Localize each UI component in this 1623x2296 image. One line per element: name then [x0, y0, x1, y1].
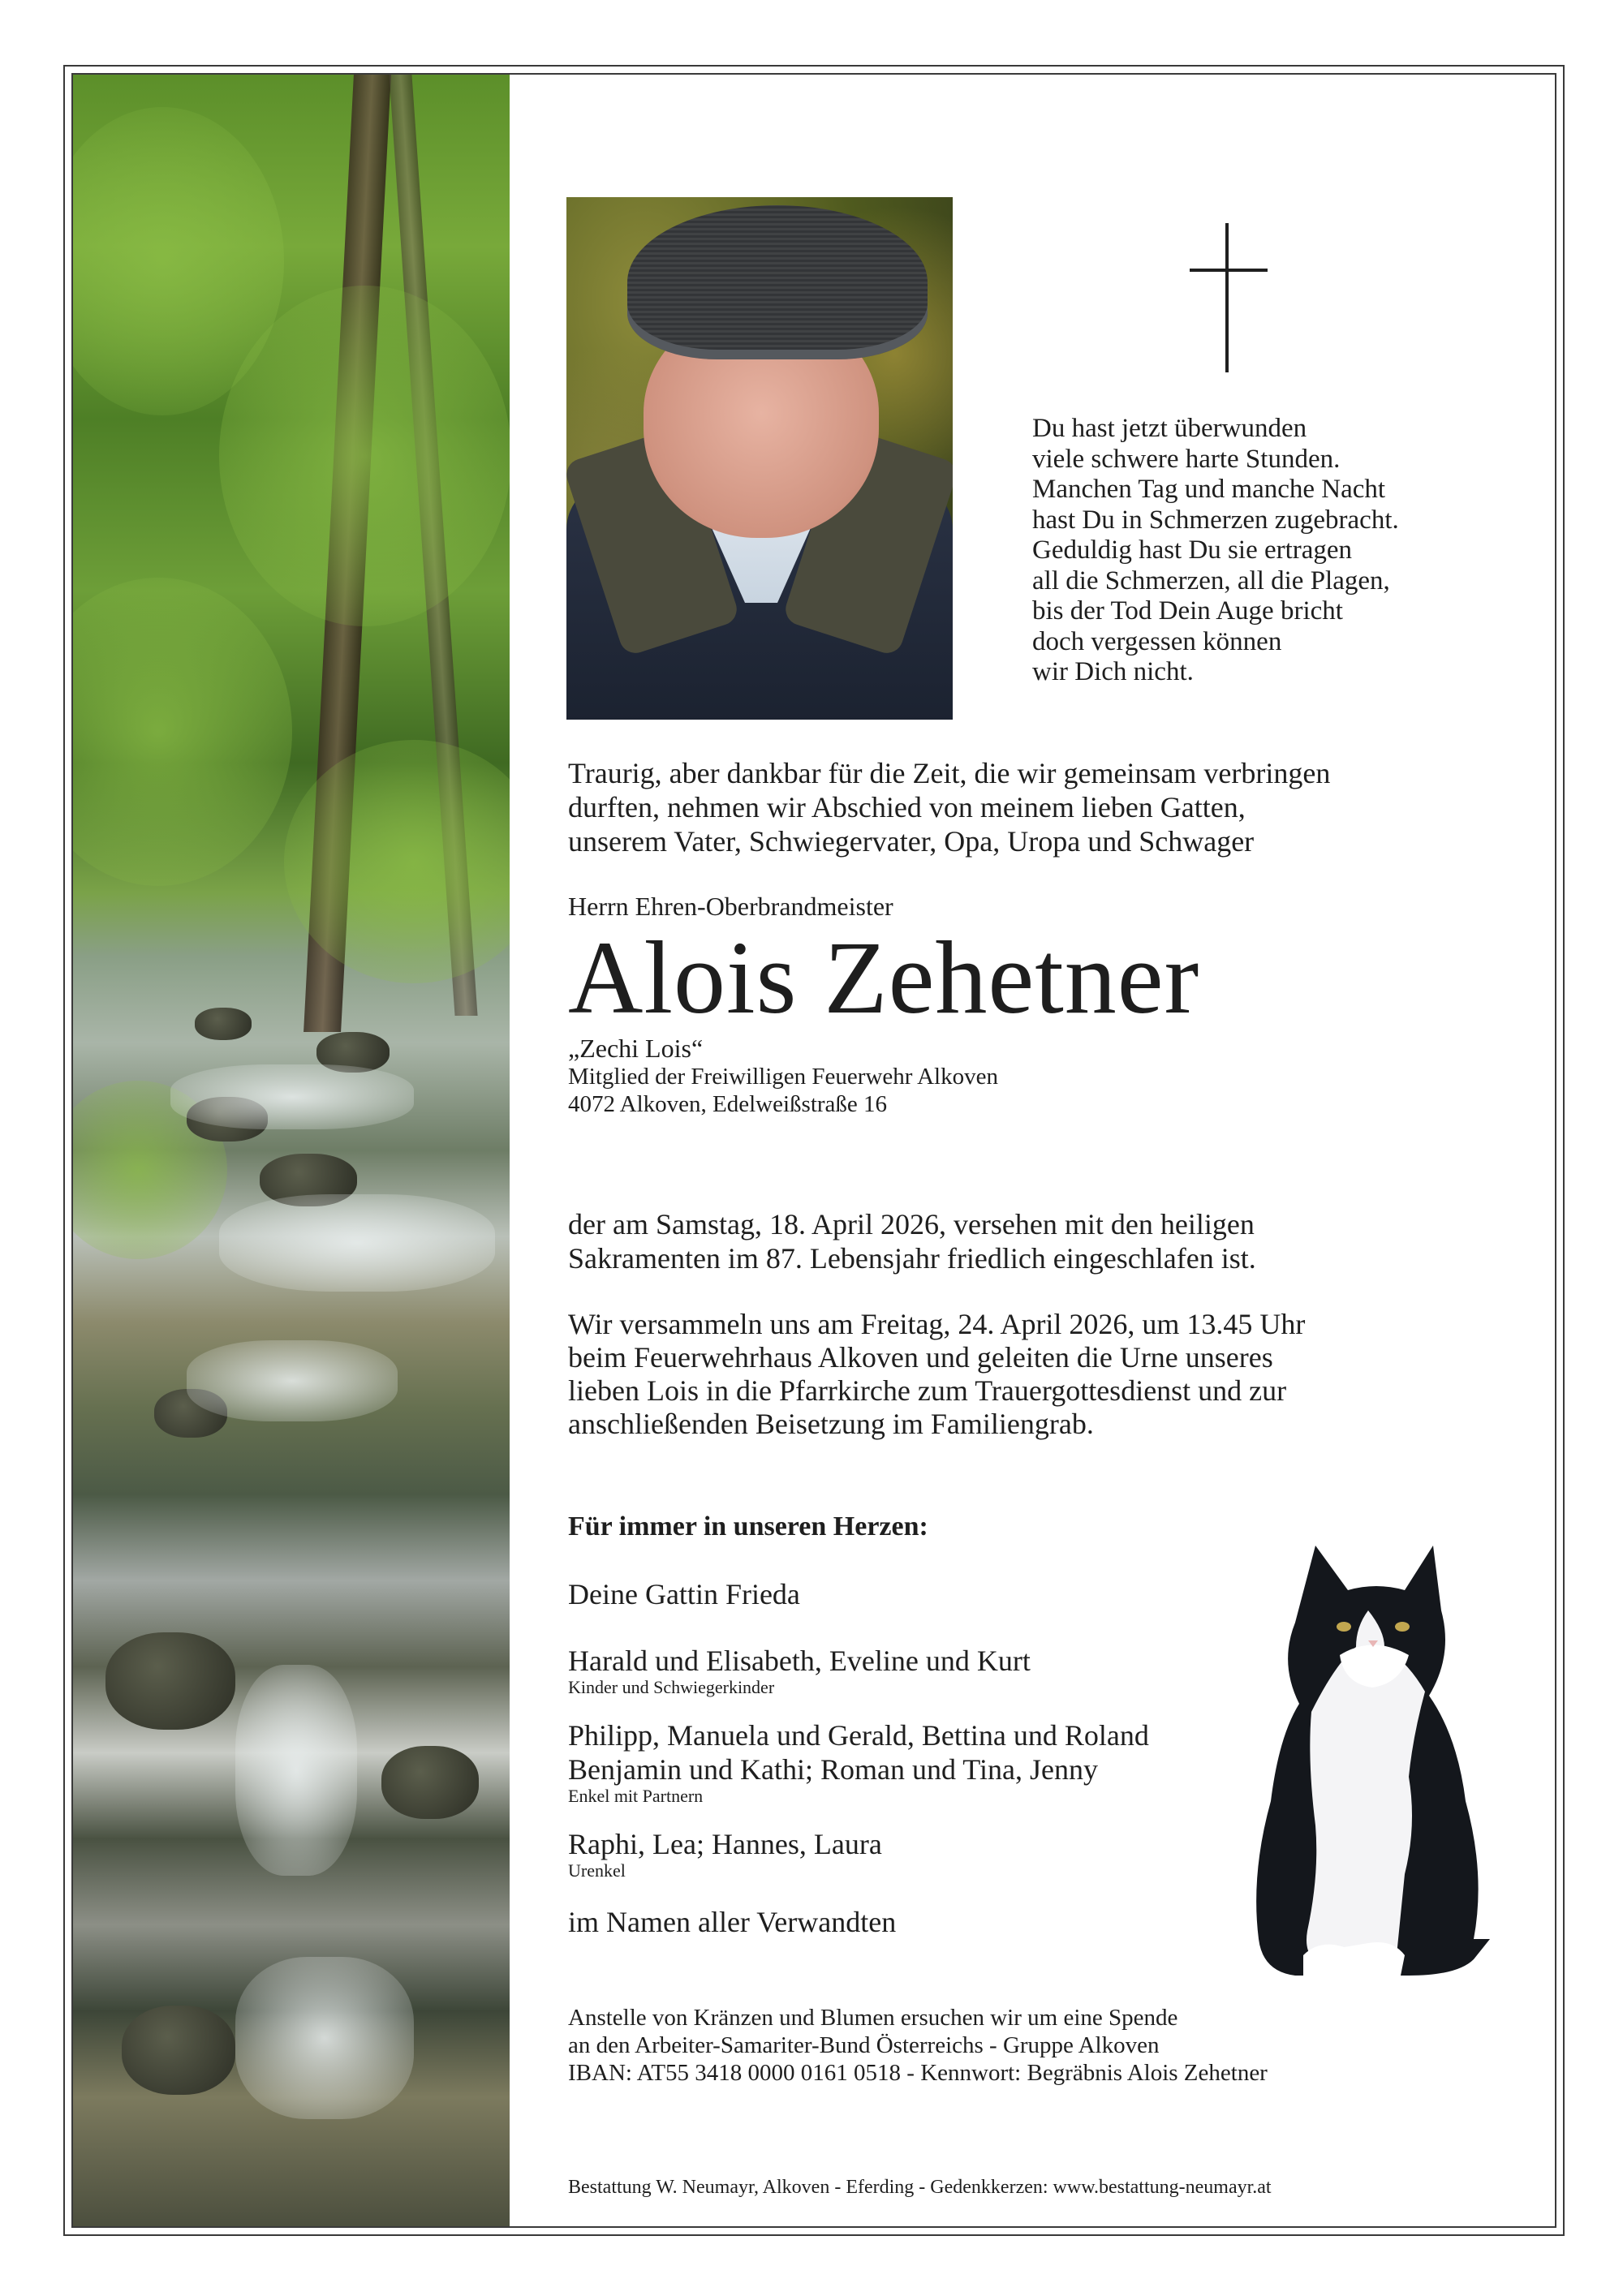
rock: [122, 2006, 235, 2095]
donation-request: Anstelle von Kränzen und Blumen ersuchen wir um eine Spende an den Arbeiter-Samariter-Bund Österreichs - Gruppe Alkoven IBAN: AT55 3418 0000 0161 0518 - Kennwort: Begräbnis Alois Zehetner: [568, 2005, 1268, 2086]
poem-line: hast Du in Schmerzen zugebracht.: [1032, 505, 1399, 535]
memorial-poem: [1032, 414, 1399, 688]
rock: [381, 1746, 479, 1819]
cat-paws: [1303, 1942, 1405, 1976]
mourner-children: Harald und Elisabeth, Eveline und Kurt Kinder und Schwiegerkinder: [568, 1645, 1031, 1697]
portrait-photo: [566, 197, 953, 720]
donation-iban: IBAN: AT55 3418 0000 0161 0518 - Kennwort: Begräbnis Alois Zehetner: [568, 2060, 1268, 2086]
poem-line: Manchen Tag und manche Nacht: [1032, 475, 1386, 504]
intro-text: Traurig, aber dankbar für die Zeit, die wir gemeinsam verbringen durften, nehmen wir Abschied von meinem lieben Gatten, unserem Vater, Schwiegervater, Opa, Uropa und Schwager: [568, 757, 1331, 858]
water-foam: [219, 1194, 495, 1292]
deceased-address: 4072 Alkoven, Edelweißstraße 16: [568, 1091, 888, 1117]
poem-line: Geduldig hast Du sie ertragen: [1032, 535, 1353, 565]
cat-eye-right: [1395, 1622, 1410, 1632]
poem-line: all die Schmerzen, all die Plagen,: [1032, 565, 1390, 595]
water-foam: [235, 1665, 357, 1876]
poem-line: Du hast jetzt überwunden: [1032, 414, 1307, 443]
cat-photo: [1246, 1533, 1498, 1988]
funeral-home-footer: Bestattung W. Neumayr, Alkoven - Eferding - Gedenkkerzen: www.bestattung-neumayr.at: [568, 2177, 1272, 2198]
mourner-spouse: Deine Gattin Frieda: [568, 1578, 800, 1610]
rock: [195, 1008, 252, 1040]
forest-stream-photo: [73, 75, 510, 2226]
funeral-details: Wir versammeln uns am Freitag, 24. April 2026, um 13.45 Uhr beim Feuerwehrhaus Alkoven und geleiten die Urne unseres lieben Lois in die Pfarrkirche zum Trauergottesdienst und zur anschließenden Beisetzung im Familiengrab.: [568, 1308, 1306, 1440]
rock: [105, 1632, 235, 1730]
poem-line: bis der Tod Dein Auge bricht: [1032, 596, 1343, 626]
mourner-grandchildren: Philipp, Manuela und Gerald, Bettina und Roland Benjamin und Kathi; Roman und Tina, Jenny Enkel mit Partnern: [568, 1719, 1149, 1806]
relation-label: Enkel mit Partnern: [568, 1786, 704, 1806]
poem-line: doch vergessen können: [1032, 626, 1282, 656]
poem-line: wir Dich nicht.: [1032, 657, 1194, 686]
relation-label: Kinder und Schwiegerkinder: [568, 1677, 775, 1697]
mourner-great-grandchildren: Raphi, Lea; Hannes, Laura Urenkel: [568, 1828, 882, 1881]
water-foam: [170, 1064, 414, 1129]
mourners-closing: im Namen aller Verwandten: [568, 1906, 897, 1938]
deceased-title: Herrn Ehren-Oberbrandmeister: [568, 892, 893, 921]
death-notice: der am Samstag, 18. April 2026, versehen mit den heiligen Sakramenten im 87. Lebensjahr friedlich eingeschlafen ist.: [568, 1208, 1256, 1275]
water-foam: [235, 1957, 414, 2119]
water-foam: [187, 1340, 398, 1421]
foliage: [73, 578, 292, 886]
mourners-heading: Für immer in unseren Herzen:: [568, 1511, 928, 1541]
cat-eye-left: [1337, 1622, 1351, 1632]
flat-cap: [627, 205, 928, 359]
poem-line: viele schwere harte Stunden.: [1032, 444, 1341, 474]
foliage: [219, 286, 510, 626]
deceased-membership: Mitglied der Freiwilligen Feuerwehr Alkoven: [568, 1064, 998, 1090]
deceased-name: Alois Zehetner: [568, 920, 1200, 1035]
deceased-nickname: „Zechi Lois“: [568, 1034, 704, 1063]
relation-label: Urenkel: [568, 1860, 626, 1881]
